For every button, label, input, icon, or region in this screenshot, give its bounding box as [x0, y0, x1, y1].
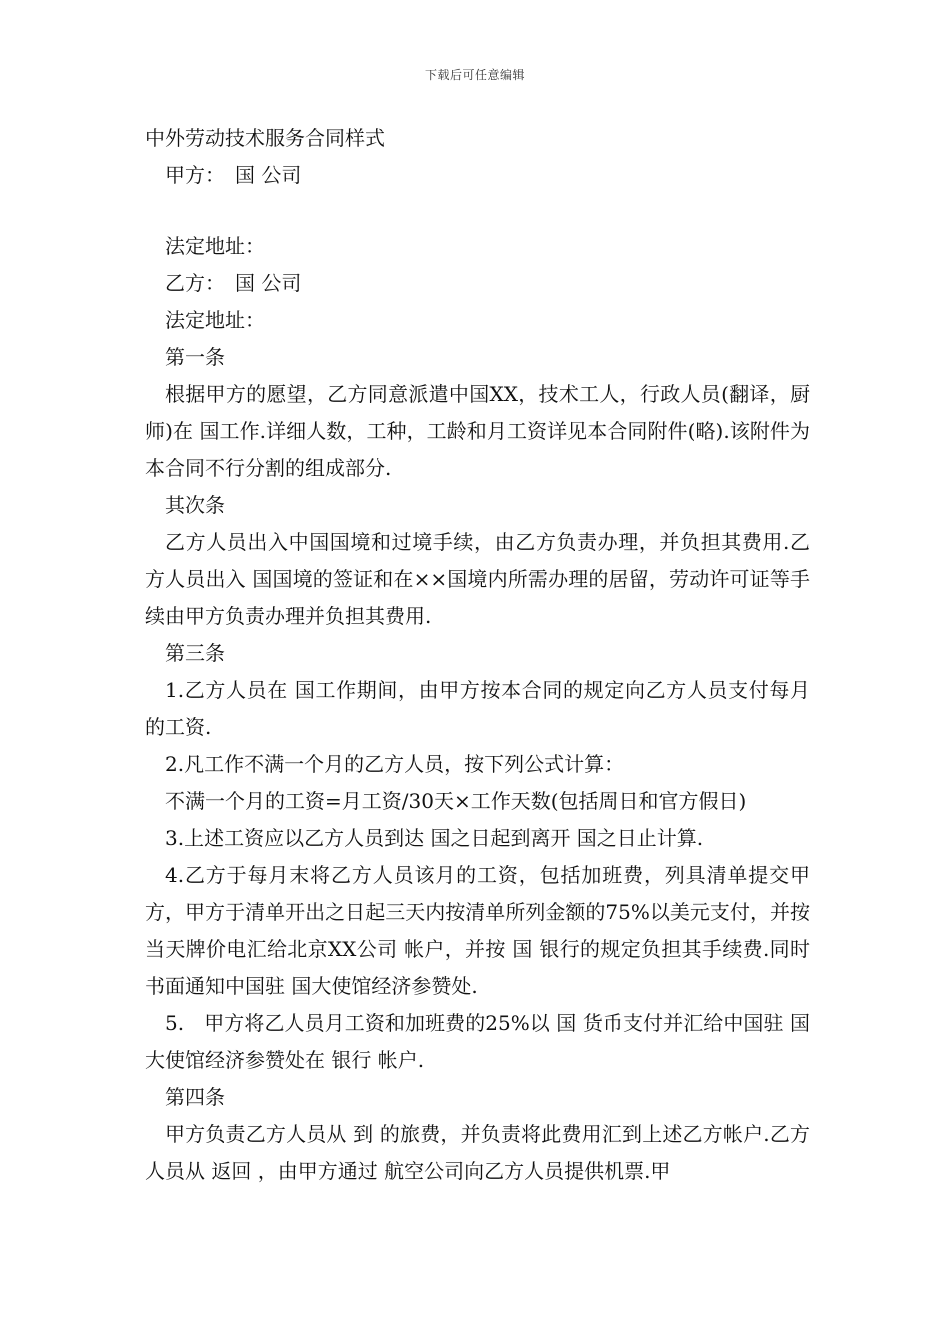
document-body: [145, 120, 810, 1190]
party-b-label: 乙方：: [165, 271, 225, 295]
party-a-line: [145, 157, 810, 194]
article3-formula: 不满一个月的工资=月工资/30天×工作天数(包括周日和官方假日): [165, 789, 747, 813]
article3-item3: 3.上述工资应以乙方人员到达 国之日起到离开 国之日止计算.: [165, 826, 704, 850]
article3-item4: 4.乙方于每月末将乙方人员该月的工资，包括加班费，列具清单提交甲方，甲方于清单开出之日起三天内按清单所列金额的75%以美元支付，并按当天牌价电汇给北京XX公司 帐户，并按 国 银行的规定负担其手续费.同时书面通知中国驻 国大使馆经济参赞处.: [145, 863, 810, 998]
document-title: 中外劳动技术服务合同样式: [145, 126, 385, 150]
article1-text: 根据甲方的愿望，乙方同意派遣中国XX，技术工人，行政人员(翻译，厨师)在 国工作.详细人数，工种，工龄和月工资详见本合同附件(略).该附件为本合同不行分割的组成部分.: [145, 382, 810, 480]
article3-item1: 1.乙方人员在 国工作期间，由甲方按本合同的规定向乙方人员支付每月的工资.: [145, 678, 810, 739]
article2-heading: 其次条: [165, 493, 225, 517]
article3-heading: 第三条: [165, 641, 225, 665]
spacer: [145, 194, 810, 228]
party-b-value: 国 公司: [235, 271, 302, 295]
article4-text: 甲方负责乙方人员从 到 的旅费，并负责将此费用汇到上述乙方帐户.乙方人员从 返回 ，由甲方通过 航空公司向乙方人员提供机票.甲: [145, 1122, 810, 1183]
header-note: 下载后可任意编辑: [424, 68, 525, 82]
party-a-label: 甲方：: [165, 163, 225, 187]
party-a-address: 法定地址：: [165, 234, 265, 258]
party-b-address: 法定地址：: [165, 308, 265, 332]
article2-text: 乙方人员出入中国国境和过境手续，由乙方负责办理，并负担其费用.乙方人员出入 国国境的签证和在××国境内所需办理的居留，劳动许可证等手续由甲方负责办理并负担其费用.: [145, 530, 810, 628]
article3-item2: 2.凡工作不满一个月的乙方人员，按下列公式计算：: [165, 752, 625, 776]
article3-item5: 5. 甲方将乙人员月工资和加班费的25%以 国 货币支付并汇给中国驻 国大使馆经济参赞处在 银行 帐户.: [145, 1011, 810, 1072]
article4-heading: 第四条: [165, 1085, 225, 1109]
party-a-value: 国 公司: [235, 163, 302, 187]
party-b-line: [145, 265, 810, 302]
article1-heading: 第一条: [165, 345, 225, 369]
